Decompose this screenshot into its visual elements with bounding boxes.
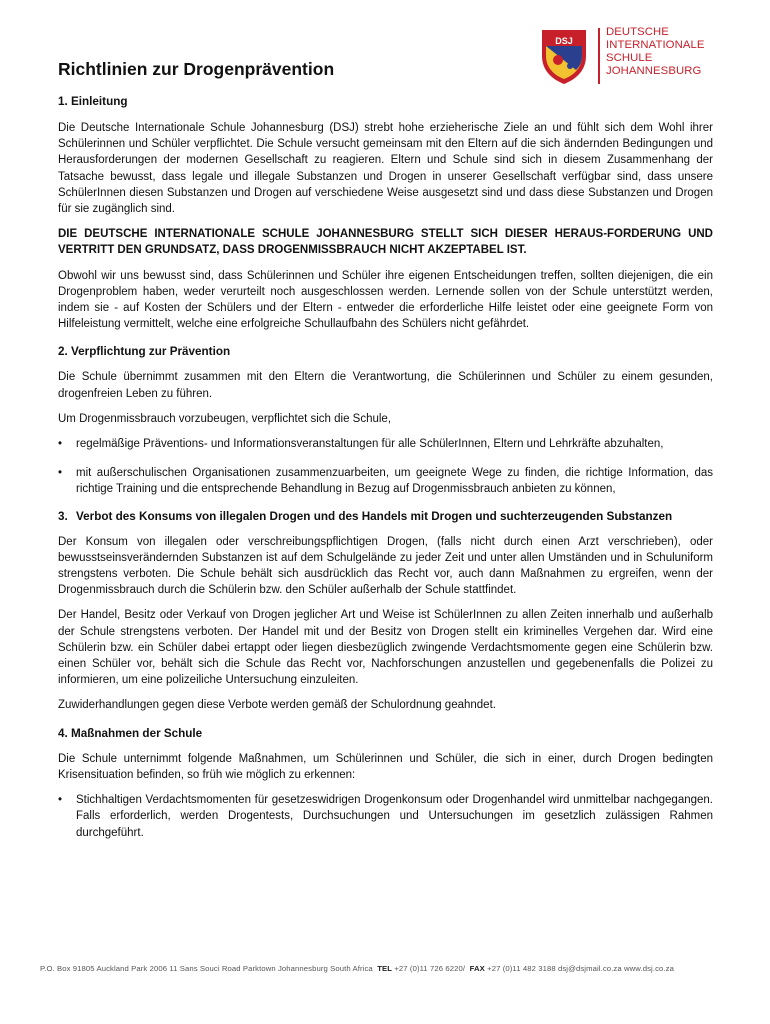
section-1-statement: DIE DEUTSCHE INTERNATIONALE SCHULE JOHANNESBURG STELLT SICH DIESER HERAUS-FORDERUNG UND VERTRITT DEN GRUNDSATZ, DASS DROGENMISSBRAUCH NICHT AKZEPTABEL IST. (58, 228, 713, 257)
footer-email-web: dsj@dsjmail.co.za www.dsj.co.za (557, 964, 674, 973)
list-item: • regelmäßige Präventions- und Informationsveranstaltungen für alle SchülerInnen, Eltern und Lehrkräfte abzuhalten, (58, 438, 664, 451)
section-3-heading: 3. Verbot des Konsums von illegalen Drogen und des Handels mit Drogen und suchterzeugenden Substanzen (58, 509, 673, 523)
section-3-paragraph-3: Zuwiderhandlungen gegen diese Verbote werden gemäß der Schulordnung geahndet. (58, 699, 496, 712)
crest-label: DSJ (555, 36, 573, 46)
footer-tel: +27 (0)11 726 6220/ (394, 964, 466, 973)
school-name-line-4: JOHANNESBURG (606, 65, 702, 78)
school-name-line-3: SCHULE (606, 52, 653, 65)
section-1-paragraph-2: Obwohl wir uns bewusst sind, dass Schülerinnen und Schüler ihre eigenen Entscheidungen treffen, sollten diejenigen, die ein Drogenproblem haben, weder verurteilt noch ausgeschlossen werden. Lernende sollen von der Schule unterstützt werden, indem sie - auf Kosten der Schülers und der Eltern - entweder die erforderliche Hilfe leistet oder eine geeignete Form von Hilfeleistung vermittelt, welche eine erfolgreiche Schullaufbahn des Schülers nicht gefährdet. (58, 269, 713, 331)
school-name-line-2: INTERNATIONALE (606, 39, 705, 52)
section-2-list (58, 436, 713, 498)
section-3-paragraph-2: Der Handel, Besitz oder Verkauf von Drogen jeglicher Art und Weise ist SchülerInnen zu allen Zeiten innerhalb und außerhalb der Schule strengstens verboten. Der Handel mit und der Besitz von Drogen stellt ein kriminelles Vergehen dar. Wird eine Schülerin bzw. ein Schüler dabei ertappt oder liegen diesbezüglich zwingende Verdachtsmomente gegen eine Schülerin bzw. einen Schüler vor, behält sich die Schule das Recht vor, Nachforschungen anzustellen und gegebenenfalls die Polizei zu informieren, um eine polizeiliche Untersuchung einzuleiten. (58, 609, 713, 687)
section-2-paragraph-2: Um Drogenmissbrauch vorzubeugen, verpflichtet sich die Schule, (58, 412, 392, 425)
list-item: • Stichhaltigen Verdachtsmomenten für gesetzeswidrigen Drogenkonsum oder Drogenhandel wird unmittelbar nachgegangen. Falls erforderlich, werden Drogentests, Durchsuchungen und Untersuchungen im gesetzlich zulässigen Rahmen durchgeführt. (58, 794, 713, 839)
footer-fax: +27 (0)11 482 3188 (487, 964, 556, 973)
section-3-paragraph-1: Der Konsum von illegalen oder verschreibungspflichtigen Drogen, (falls nicht durch einen Arzt verschrieben), oder bewusstseinsverändernden Substanzen ist auf dem Schulgelände zu jeder Zeit und unter allen Umständen und in Schuluniform strengstens verboten. Die Schule behält sich ausdrücklich das Recht vor, auch dann Maßnahmen zu ergreifen, wenn der Drogenmissbrauch durch die Schülerin bzw. den Schüler außerhalb der Schule stattfindet. (58, 535, 713, 597)
footer-fax-label: FAX (469, 964, 485, 973)
section-4-paragraph-1: Die Schule unternimmt folgende Maßnahmen, um Schülerinnen und Schüler, die sich in einer, durch Drogen bedingten Krisensituation befinden, so früh wie möglich zu erkennen: (58, 752, 713, 781)
section-2-paragraph-1: Die Schule übernimmt zusammen mit den Eltern die Verantwortung, die Schülerinnen und Schüler zu einem gesunden, drogenfreien Leben zu führen. (58, 371, 713, 400)
section-2-heading: 2. Verpflichtung zur Prävention (58, 345, 231, 359)
section-4-list (58, 792, 713, 841)
footer-address: P.O. Box 91805 Auckland Park 2006 11 Sans Souci Road Parktown Johannesburg South Africa (40, 964, 373, 973)
section-1-paragraph-1: Die Deutsche Internationale Schule Johannesburg (DSJ) strebt hohe erzieherische Ziele an und fühlt sich dem Wohl ihrer Schülerinnen und Schüler verpflichtet. Die Schule versucht gemeinsam mit den Eltern auf die sich ändernden Bedingungen und Herausforderungen der modernen Gesellschaft zu reagieren. Eltern und Schule sind sich in diesem Zusammenhang der Tatsache bewusst, dass legale und illegale Substanzen und Drogen in unserer Gesellschaft verfügbar sind, dass unsere SchülerInnen diesen Substanzen und Drogen auf verschiedene Weise ausgesetzt sind und dass diese Substanzen und Drogen für sie zugänglich sind. (58, 122, 713, 216)
school-name-line-1: DEUTSCHE (606, 26, 669, 38)
section-1-heading: 1. Einleitung (58, 95, 128, 108)
page-title: Richtlinien zur Drogenprävention (58, 59, 335, 79)
section-4-heading: 4. Maßnahmen der Schule (58, 726, 203, 740)
footer-tel-label: TEL (377, 964, 393, 973)
page-footer (40, 964, 740, 973)
document-body (58, 58, 713, 841)
list-item: • mit außerschulischen Organisationen zusammenzuarbeiten, um geeignete Wege zu finden, die richtige Information, das richtige Training und die entsprechende Behandlung in Bezug auf Drogenmissbrauch anbieten zu können, (58, 467, 713, 496)
